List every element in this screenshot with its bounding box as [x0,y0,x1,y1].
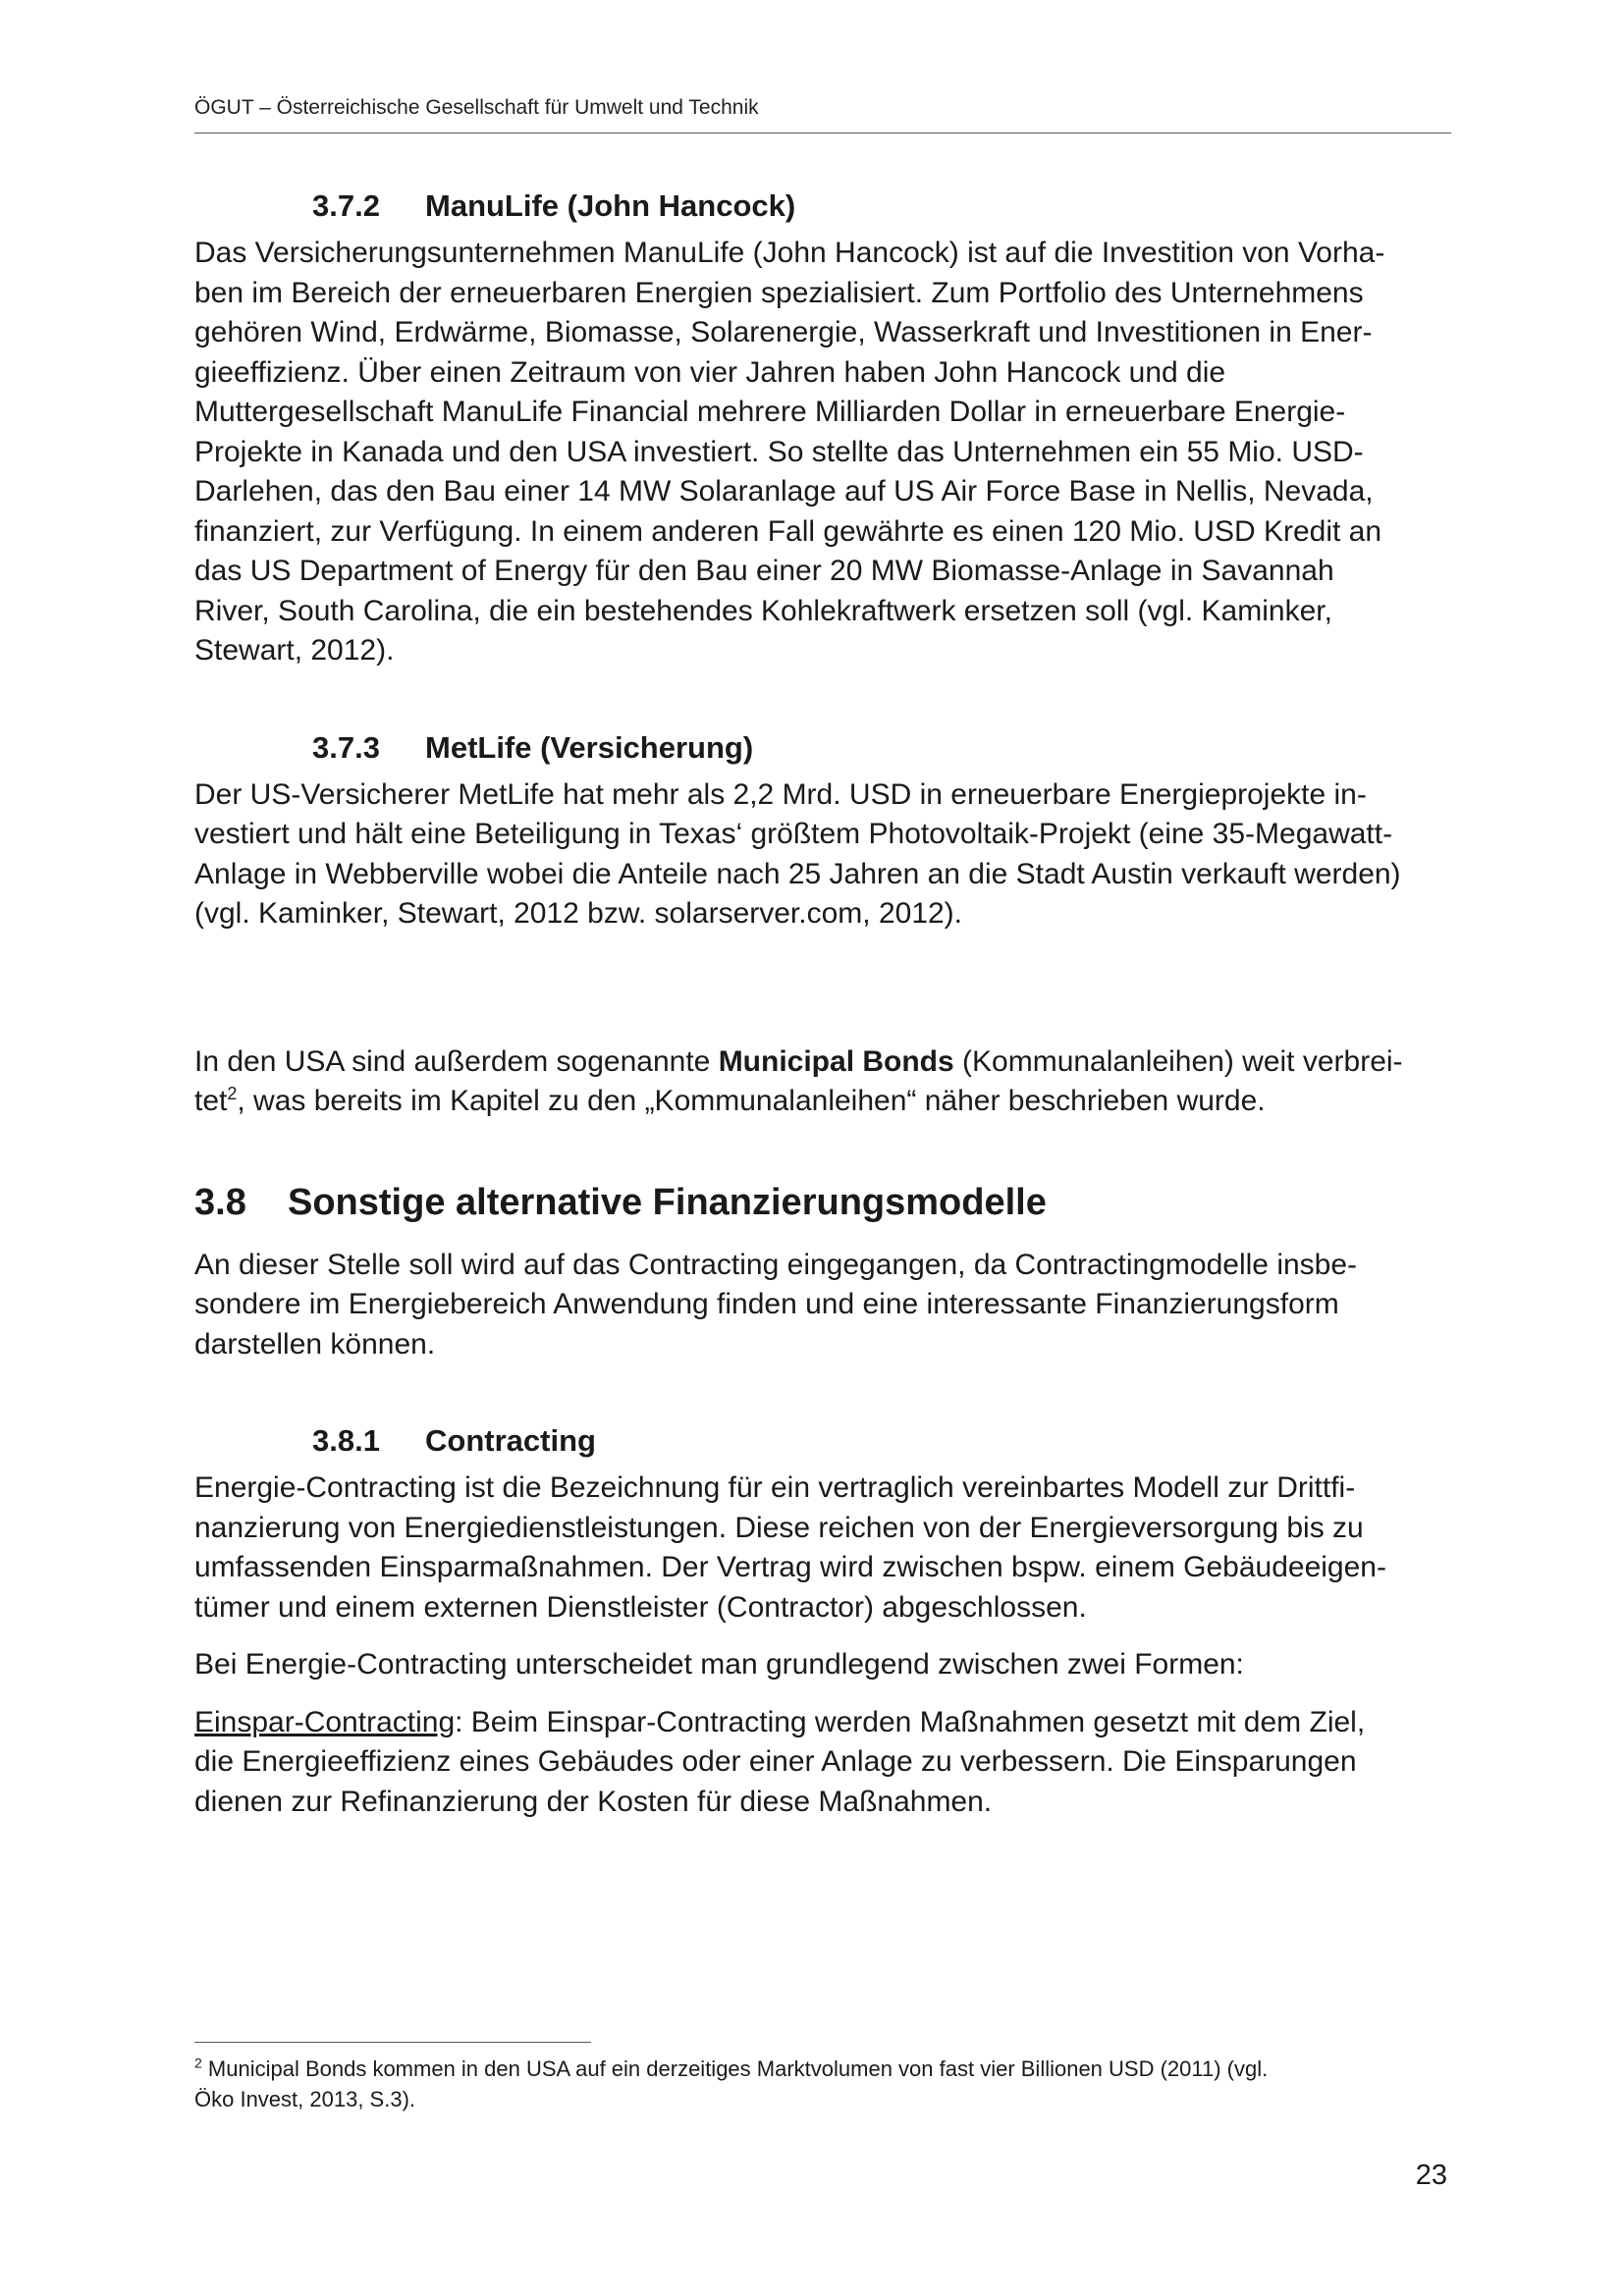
paragraph-municipal-bonds [194,1042,1461,1122]
text-segment: , was bereits im Kapitel zu den „Kommunalanleihen“ näher beschrieben wurde. [237,1085,1266,1117]
footnote-divider [194,2042,591,2043]
footnote-text: Municipal Bonds kommen in den USA auf ein derzeitiges Marktvolumen von fast vier Billionen USD (2011) (vgl. Öko Invest, 2013, S.3). [194,2056,1269,2111]
heading-title: Sonstige alternative Finanzierungsmodelle [288,1181,1047,1223]
footnote-number: 2 [194,2055,202,2071]
heading-title: MetLife (Versicherung) [425,729,754,765]
heading-number: 3.7.3 [312,729,380,765]
heading-number: 3.8.1 [312,1423,380,1458]
text-segment: (Kommunalanleihen) weit verbrei- tet [194,1044,1403,1117]
paragraph-einspar-contracting [194,1703,1461,1823]
heading-title: ManuLife (John Hancock) [425,188,796,223]
paragraph-contracting-intro: An dieser Stelle soll wird auf das Contracting eingegangen, da Contractingmodelle insbe- sondere im Energiebereich Anwendung finden und eine interessante Finanzierungsform darstellen können. [194,1248,1358,1361]
footnote [194,2054,1461,2114]
paragraph-manulife: Das Versicherungsunternehmen ManuLife (John Hancock) ist auf die Investition von Vorha- ben im Bereich der erneuerbaren Energien spezialisiert. Zum Portfolio des Unternehmens gehören Wind, Erdwärme, Biomasse, Solarenergie, Wasserkraft und Investitionen in Ener- gieeffizienz. Über einen Zeitraum von vier Jahren haben John Hancock und die Muttergesellschaft ManuLife Financial mehrere Milliarden Dollar in erneuerbare Energie- Projekte in Kanada und den USA investiert. So stellte das Unternehmen ein 55 Mio. USD- Darlehen, das den Bau einer 14 MW Solaranlage auf US Air Force Base in Nellis, Nevada, finanziert, zur Verfügung. In einem anderen Fall gewährte es einen 120 Mio. USD Kredit an das US Department of Energy für den Bau einer 20 MW Biomasse-Anlage in Savannah River, South Carolina, die ein bestehendes Kohlekraftwerk ersetzen soll (vgl. Kaminker, Stewart, 2012). [194,237,1385,667]
paragraph-metlife: Der US-Versicherer MetLife hat mehr als 2,2 Mrd. USD in erneuerbare Energieprojekte in- vestiert und hält eine Beteiligung in Texas‘ größtem Photovoltaik-Projekt (eine 35-Megawatt- Anlage in Webberville wobei die Anteile nach 25 Jahren an die Stadt Austin verkauft werden) (vgl. Kaminker, Stewart, 2012 bzw. solarserver.com, 2012). [194,777,1401,930]
page-number: 23 [1415,2160,1447,2191]
heading-title: Contracting [425,1423,596,1458]
heading-number: 3.8 [194,1181,246,1223]
heading-3-8 [194,1179,1461,1226]
heading-3-7-2 [194,187,1461,226]
heading-3-8-1 [194,1421,1461,1461]
bold-term: Municipal Bonds [718,1044,954,1078]
heading-3-7-3 [194,728,1461,768]
paragraph-energie-contracting: Energie-Contracting ist die Bezeichnung für ein vertraglich vereinbartes Modell zur Drittfi- nanzierung von Energiedienstleistungen. Diese reichen von der Energieversorgung bis zu umfassenden Einsparmaßnahmen. Der Vertrag wird zwischen bspw. einem Gebäudeeigen- tümer und einem externen Dienstleister (Contractor) abgeschlossen. [194,1471,1386,1624]
underlined-term: Einspar-Contracting [194,1705,456,1738]
heading-number: 3.7.2 [312,188,380,223]
paragraph-two-forms: Bei Energie-Contracting unterscheidet man grundlegend zwischen zwei Formen: [194,1648,1244,1681]
text-segment: : Beim Einspar-Contracting werden Maßnahmen gesetzt mit dem Ziel, die Energieeffizienz eines Gebäudes oder einer Anlage zu verbessern. Die Einsparungen dienen zur Refinanzierung der Kosten für diese Maßnahmen. [194,1705,1366,1818]
page-body [194,187,1461,1822]
text-segment: In den USA sind außerdem sogenannte [194,1044,719,1078]
footnote-reference[interactable]: 2 [227,1084,238,1103]
running-header: ÖGUT – Österreichische Gesellschaft für Umwelt und Technik [194,96,759,119]
